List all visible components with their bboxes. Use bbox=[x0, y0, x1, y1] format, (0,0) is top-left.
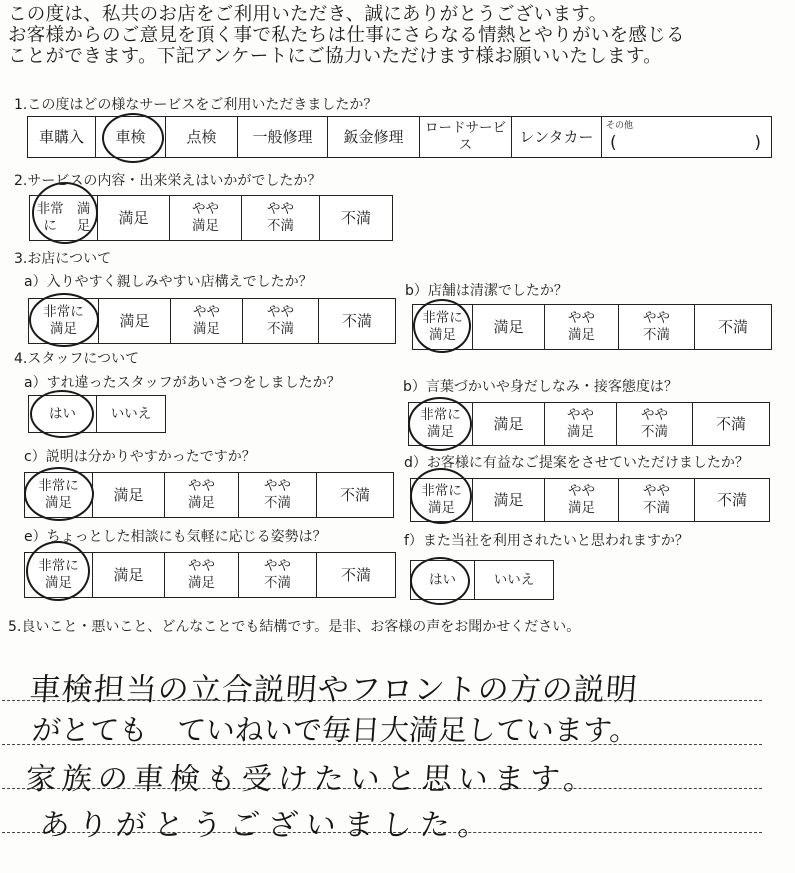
dissatisfied-option[interactable]: 不満 bbox=[341, 311, 372, 330]
somewhat-l1: やや bbox=[568, 483, 595, 499]
satisfied-option[interactable]: 満足 bbox=[93, 473, 165, 517]
other-open-paren: ( bbox=[610, 133, 617, 153]
question-4c: c）説明は分かりやすかったですか？ bbox=[24, 449, 256, 465]
handwritten-answer-line: 車検担当の立合説明やフロントの方の説明 bbox=[28, 672, 640, 708]
question-4-heading: 4.スタッフについて bbox=[14, 351, 140, 367]
other-label: その他 bbox=[606, 121, 634, 131]
question-4a: a）すれ違ったスタッフがあいさつをしましたか？ bbox=[24, 375, 341, 391]
somewhat-l2: 満足 bbox=[568, 500, 595, 516]
q4e-scale-row bbox=[24, 552, 396, 598]
very-satisfied-l2: 満足 bbox=[428, 500, 455, 516]
somewhat-dissatisfied-option[interactable] bbox=[239, 473, 317, 517]
q4b-scale-row bbox=[408, 402, 770, 446]
yes-option[interactable]: はい bbox=[29, 396, 97, 432]
somewhat-bad-l2: 不満 bbox=[643, 500, 670, 516]
somewhat-satisfied-option[interactable] bbox=[165, 473, 239, 517]
q4d-scale-row bbox=[410, 478, 770, 522]
somewhat-satisfied-option[interactable] bbox=[165, 553, 239, 597]
question-4e: e）ちょっとした相談にも気軽に応じる姿勢は？ bbox=[24, 529, 327, 545]
somewhat-bad-l1: やや bbox=[643, 310, 670, 326]
q3b-scale-row bbox=[412, 304, 772, 350]
option-shaken[interactable]: 車検 bbox=[96, 117, 166, 157]
somewhat-bad-l2: 不満 bbox=[267, 218, 294, 234]
very-satisfied-l1: 非常に bbox=[422, 310, 463, 326]
somewhat-l2: 満足 bbox=[568, 327, 595, 343]
question-1: 1.この度はどの様なサービスをご利用いただきましたか？ bbox=[14, 97, 378, 113]
yes-option[interactable]: はい bbox=[411, 561, 475, 599]
somewhat-bad-l1: やや bbox=[264, 558, 291, 574]
somewhat-l1: やや bbox=[568, 310, 595, 326]
q4a-yesno-row bbox=[28, 395, 166, 433]
option-car-purchase[interactable]: 車購入 bbox=[28, 117, 96, 157]
very-satisfied-l2: 満足 bbox=[45, 575, 72, 591]
very-satisfied-option[interactable] bbox=[413, 305, 473, 349]
very-satisfied-l1: 非常に bbox=[38, 558, 79, 574]
intro-text bbox=[8, 4, 793, 67]
satisfied-option[interactable]: 満足 bbox=[98, 196, 170, 240]
question-4d: d）お客様に有益なご提案をさせていただけましたか？ bbox=[404, 455, 749, 471]
somewhat-l1: やや bbox=[567, 407, 594, 423]
no-option[interactable]: いいえ bbox=[110, 405, 152, 422]
dissatisfied-option[interactable]: 不満 bbox=[715, 414, 746, 433]
handwritten-answer-line: ありがとうございました。 bbox=[38, 808, 497, 843]
satisfied-option[interactable]: 満足 bbox=[473, 403, 545, 445]
somewhat-l2: 満足 bbox=[192, 218, 219, 234]
somewhat-satisfied-option[interactable] bbox=[170, 196, 242, 240]
very-satisfied-option[interactable] bbox=[25, 473, 93, 517]
somewhat-bad-l1: やや bbox=[641, 407, 668, 423]
very-satisfied-l1: 非常に bbox=[43, 304, 84, 320]
no-option[interactable]: いいえ bbox=[493, 571, 535, 588]
very-satisfied-l2: 満足 bbox=[45, 495, 72, 511]
somewhat-bad-l1: やや bbox=[264, 478, 291, 494]
question-5: 5.良いこと・悪いこと、どんなことでも結構です。是非、お客様の声をお聞かせください。 bbox=[8, 619, 581, 635]
very-satisfied-option[interactable] bbox=[409, 403, 473, 445]
question-3b: b）店舗は清潔でしたか？ bbox=[405, 283, 568, 299]
somewhat-l2: 満足 bbox=[188, 495, 215, 511]
somewhat-bad-l2: 不満 bbox=[267, 321, 294, 337]
somewhat-dissatisfied-option[interactable] bbox=[242, 196, 320, 240]
question-3-heading: 3.お店について bbox=[14, 251, 112, 267]
dissatisfied-option[interactable]: 不満 bbox=[340, 208, 371, 227]
very-satisfied-l1: 非常に bbox=[420, 407, 461, 423]
q4f-yesno-row bbox=[410, 560, 554, 600]
very-satisfied-option[interactable] bbox=[29, 299, 99, 343]
question-3a: a）入りやすく親しみやすい店構えでしたか？ bbox=[24, 274, 313, 290]
q3a-scale-row bbox=[28, 298, 396, 344]
very-satisfied-option[interactable] bbox=[411, 479, 473, 521]
dissatisfied-option[interactable]: 不満 bbox=[340, 565, 371, 584]
somewhat-bad-l2: 不満 bbox=[643, 327, 670, 343]
somewhat-satisfied-option[interactable] bbox=[171, 299, 243, 343]
question-2: 2.サービスの内容・出来栄えはいかがでしたか？ bbox=[14, 173, 322, 189]
q4c-scale-row bbox=[24, 472, 394, 518]
somewhat-satisfied-option[interactable] bbox=[545, 403, 617, 445]
very-satisfied-l1: 非常に bbox=[36, 201, 64, 234]
somewhat-l2: 満足 bbox=[193, 321, 220, 337]
very-satisfied-option[interactable] bbox=[25, 553, 93, 597]
handwritten-answer-line: 家族の車検も受けたいと思います。 bbox=[24, 762, 601, 797]
somewhat-l1: やや bbox=[188, 558, 215, 574]
somewhat-bad-l2: 不満 bbox=[264, 575, 291, 591]
very-satisfied-option[interactable] bbox=[30, 196, 98, 240]
handwritten-answer-line: がとても ていねいで毎日大満足しています。 bbox=[30, 713, 640, 747]
somewhat-dissatisfied-option[interactable] bbox=[239, 553, 317, 597]
very-satisfied-l2: 満足 bbox=[50, 321, 77, 337]
somewhat-l1: やや bbox=[188, 478, 215, 494]
question-4f: f）また当社を利用されたいと思われますか？ bbox=[404, 533, 689, 549]
very-satisfied-l2: 満足 bbox=[429, 327, 456, 343]
option-other[interactable] bbox=[602, 117, 771, 157]
satisfied-option[interactable]: 満足 bbox=[473, 305, 545, 349]
very-satisfied-l1: 非常に bbox=[421, 483, 462, 499]
somewhat-dissatisfied-option[interactable] bbox=[619, 479, 695, 521]
very-satisfied-l1: 非常に bbox=[38, 478, 79, 494]
somewhat-satisfied-option[interactable] bbox=[545, 479, 619, 521]
somewhat-l1: やや bbox=[192, 201, 219, 217]
q1-options-row bbox=[27, 116, 772, 158]
somewhat-satisfied-option[interactable] bbox=[545, 305, 619, 349]
dissatisfied-option[interactable]: 不満 bbox=[339, 485, 370, 504]
somewhat-l2: 満足 bbox=[188, 575, 215, 591]
q2-scale-row bbox=[29, 195, 393, 241]
option-road-service[interactable]: ロードサービス bbox=[420, 117, 512, 157]
somewhat-dissatisfied-option[interactable] bbox=[243, 299, 319, 343]
other-close-paren: ) bbox=[754, 133, 761, 153]
somewhat-bad-l1: やや bbox=[267, 201, 294, 217]
intro-line: ことができます。下記アンケートにご協力いただけます様お願いいたします。 bbox=[8, 46, 662, 67]
question-4b: b）言葉づかいや身だしなみ・接客態度は？ bbox=[403, 379, 678, 395]
somewhat-bad-l2: 不満 bbox=[641, 424, 668, 440]
very-satisfied-l2: 満足 bbox=[427, 424, 454, 440]
dissatisfied-option[interactable]: 不満 bbox=[717, 317, 748, 336]
intro-line: この度は、私共のお店をご利用いただき、誠にありがとうございます。 bbox=[8, 4, 608, 25]
option-inspection[interactable]: 点検 bbox=[166, 117, 238, 157]
somewhat-dissatisfied-option[interactable] bbox=[619, 305, 695, 349]
somewhat-l1: やや bbox=[193, 304, 220, 320]
intro-line: お客様からのご意見を頂く事で私たちは仕事にさらなる情熱とやりがいを感じる bbox=[8, 25, 685, 46]
option-general-repair[interactable]: 一般修理 bbox=[238, 117, 328, 157]
satisfied-option[interactable]: 満足 bbox=[93, 553, 165, 597]
option-bodywork[interactable]: 鈑金修理 bbox=[328, 117, 420, 157]
somewhat-l2: 満足 bbox=[567, 424, 594, 440]
dissatisfied-option[interactable]: 不満 bbox=[716, 490, 747, 509]
somewhat-dissatisfied-option[interactable] bbox=[617, 403, 693, 445]
somewhat-bad-l1: やや bbox=[267, 304, 294, 320]
satisfied-option[interactable]: 満足 bbox=[99, 299, 171, 343]
somewhat-bad-l1: やや bbox=[643, 483, 670, 499]
very-satisfied-l2: 満足 bbox=[76, 201, 91, 234]
option-rental-car[interactable]: レンタカー bbox=[512, 117, 602, 157]
satisfied-option[interactable]: 満足 bbox=[473, 479, 545, 521]
somewhat-bad-l2: 不満 bbox=[264, 495, 291, 511]
